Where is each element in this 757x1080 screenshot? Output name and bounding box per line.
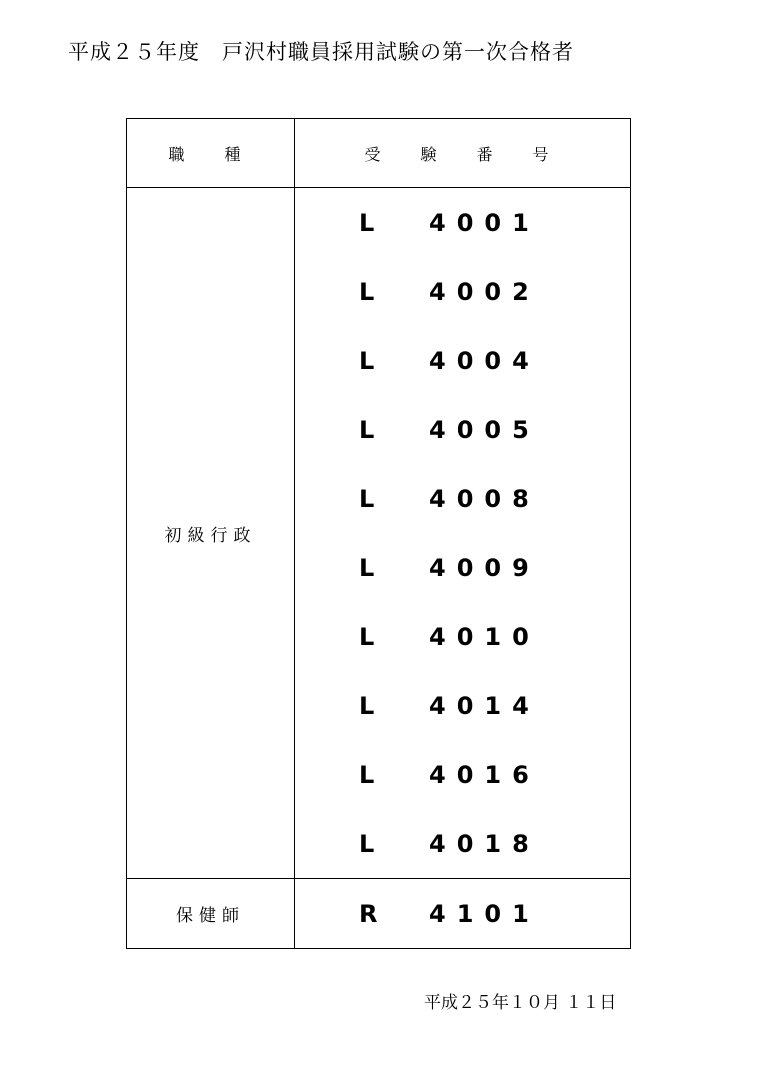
exam-number-value: 4008 — [429, 484, 540, 513]
results-table — [126, 118, 631, 949]
exam-number — [295, 464, 630, 533]
category-shokyu-gyosei: 初級行政 — [127, 188, 295, 879]
exam-number-prefix: L — [359, 691, 375, 720]
header-exam-number: 受 験 番 号 — [295, 119, 631, 188]
exam-number-prefix: L — [359, 346, 375, 375]
category-hokenshi: 保健師 — [127, 879, 295, 949]
exam-number-list — [295, 188, 631, 879]
exam-number-prefix: L — [359, 277, 375, 306]
exam-number-value: 4018 — [429, 829, 540, 858]
page-title: 平成２５年度 戸沢村職員採用試験の第一次合格者 — [68, 40, 574, 64]
exam-number-prefix: L — [359, 622, 375, 651]
exam-number-value: 4010 — [429, 622, 540, 651]
exam-number-prefix: L — [359, 829, 375, 858]
exam-number — [295, 740, 630, 809]
exam-number — [295, 188, 630, 257]
exam-number-prefix: L — [359, 208, 375, 237]
exam-number — [295, 533, 630, 602]
exam-number-value: 4004 — [429, 346, 540, 375]
exam-number-value: 4016 — [429, 760, 540, 789]
exam-number — [295, 671, 630, 740]
exam-number-value: 4005 — [429, 415, 540, 444]
header-job-type: 職 種 — [127, 119, 295, 188]
exam-number-value: 4009 — [429, 553, 540, 582]
exam-number-prefix: L — [359, 415, 375, 444]
exam-number-value: 4014 — [429, 691, 540, 720]
exam-number-value: 4001 — [429, 208, 540, 237]
table-row-hokenshi — [127, 879, 631, 949]
exam-number — [295, 879, 630, 948]
exam-number — [295, 326, 630, 395]
table-row-shokyu-gyosei — [127, 188, 631, 879]
exam-number-prefix: L — [359, 553, 375, 582]
exam-number — [295, 395, 630, 464]
announcement-date: 平成２５年１０月 １１日 — [424, 993, 617, 1013]
exam-number-prefix: L — [359, 760, 375, 789]
exam-number-value: 4002 — [429, 277, 540, 306]
exam-number-list — [295, 879, 631, 949]
exam-number — [295, 602, 630, 671]
exam-number-prefix: L — [359, 484, 375, 513]
exam-number — [295, 809, 630, 878]
exam-number-prefix: R — [359, 899, 378, 928]
exam-number-value: 4101 — [429, 899, 540, 928]
exam-number — [295, 257, 630, 326]
table-header-row — [127, 119, 631, 188]
